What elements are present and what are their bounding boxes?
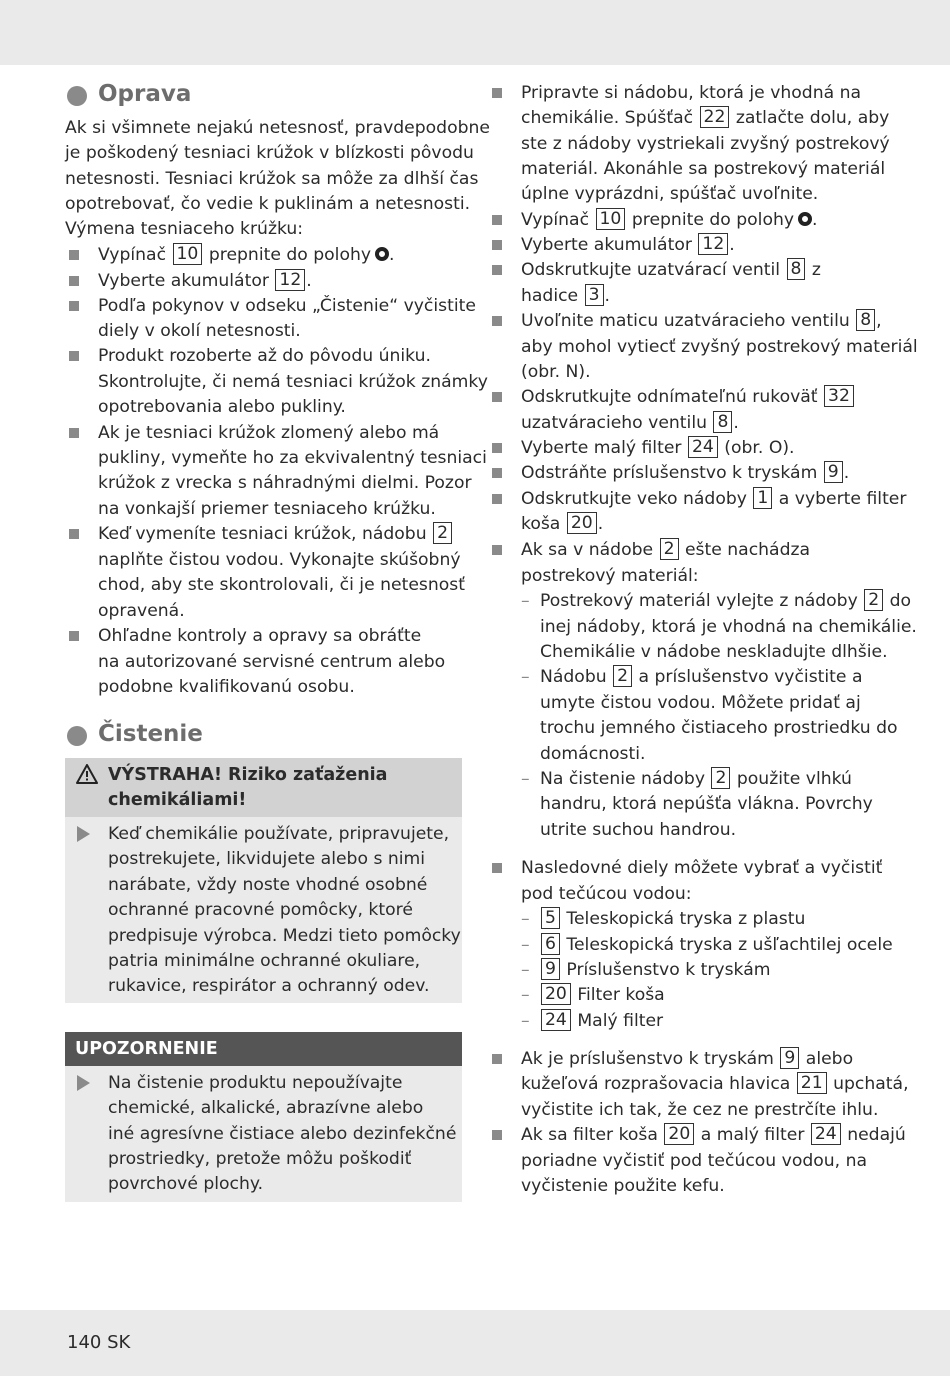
part-label: Filter koša [577,985,665,1005]
item-text: handru, ktorá nepúšťa vlákna. Povrchy [540,794,873,814]
notice-text: Na čistenie produktu nepoužívajte [108,1073,403,1093]
part-number: 22 [700,106,730,128]
item-text: Ak je tesniaci krúžok zlomený alebo má [98,423,440,443]
item-text: utrite suchou handrou. [540,820,737,840]
bullet-square-icon [492,1054,502,1064]
item-text: do [889,591,912,611]
part-label: Príslušenstvo k tryskám [566,960,771,980]
warning-title-line: chemikáliami! [108,790,247,810]
item-text: Ak sa v nádobe [521,540,654,560]
item-text: a malý filter [700,1125,805,1145]
item-text: Odskrutkujte uzatvárací ventil [521,260,781,280]
notice-text: iné agresívne čistiace alebo dezinfekčné [108,1124,457,1144]
item-text: upchatá, [833,1074,909,1094]
list-item [540,983,665,1008]
top-band [0,0,950,65]
list-item [521,1123,906,1148]
item-text: Skontrolujte, či nemá tesniaci krúžok známky [98,372,488,392]
part-number: 8 [856,309,875,331]
item-text: ste z nádoby vystriekali zvyšný postrekový [521,134,890,154]
list-item [540,1009,663,1034]
bullet-square-icon [69,301,79,311]
item-text: pukliny, vymeňte ho za ekvivalentný tesniaci [98,448,487,468]
bullet-square-icon [492,443,502,453]
list-item [98,522,453,547]
item-text: kužeľová rozprašovacia hlavica [521,1074,791,1094]
warning-text: patria minimálne ochranné okuliare, [108,951,421,971]
bullet-square-icon [69,529,79,539]
bullet-square-icon [492,863,502,873]
part-number: 24 [811,1123,841,1145]
part-number: 8 [787,258,806,280]
part-number: 3 [585,284,604,306]
section-bullet-icon [67,726,87,746]
item-text: koša [521,514,561,534]
intro-line: Výmena tesniaceho krúžku: [65,219,304,239]
bullet-square-icon [69,250,79,260]
list-item [521,538,810,563]
warning-header [65,758,462,817]
item-text: Vyberte akumulátor [521,235,692,255]
item-text: poriadne vyčistiť pod tečúcou vodou, na [521,1151,868,1171]
bullet-square-icon [492,88,502,98]
item-text: použite vlhkú [736,769,852,789]
notice-text: chemické, alkalické, abrazívne alebo [108,1098,424,1118]
item-text: Na čistenie nádoby [540,769,705,789]
part-number: 2 [660,538,679,560]
item-text: z [811,260,821,280]
dash-bullet: – [521,769,530,789]
item-text: a vyberte filter [778,489,907,509]
bullet-square-icon [69,276,79,286]
item-text: vyčistenie použite kefu. [521,1176,725,1196]
part-number: 2 [613,665,632,687]
item-text: Produkt rozoberte až do pôvodu úniku. [98,346,431,366]
item-text: chemikálie. Spúšťač [521,108,694,128]
intro-line: opotrebovať, čo vedie k puklinám a netesnosti. [65,194,471,214]
item-text: Ak sa filter koša [521,1125,658,1145]
item-text: uzatváracieho ventilu [521,413,707,433]
list-item [521,487,906,512]
part-number: 2 [433,522,452,544]
item-text: aby mohol vytiecť zvyšný postrekový materiál [521,337,918,357]
warning-box [65,758,462,1003]
list-item [540,958,770,983]
part-number: 32 [824,385,854,407]
warning-text: ochranné pracovné pomôcky, ktoré [108,900,413,920]
list-item: uzatváracieho ventilu 8 . [521,412,739,433]
list-item [540,665,862,690]
item-text: opravená. [98,601,185,621]
list-item: Vypínač 10 prepnite do polohy . [521,209,818,230]
bullet-square-icon [492,240,502,250]
part-number: 2 [711,767,730,789]
item-text: prepnite do polohy [208,245,372,265]
item-text: hadice [521,286,579,306]
warning-title [108,763,387,813]
list-item: Vyberte akumulátor 12 . [521,234,735,255]
bullet-square-icon [492,265,502,275]
item-text: materiál. Akonáhle sa postrekový materiál [521,159,886,179]
item-text: Odstráňte príslušenstvo k tryskám [521,463,818,483]
bullet-square-icon [492,1130,502,1140]
item-text: Keď vymeníte tesniaci krúžok, nádobu [98,524,427,544]
intro-line: je poškodený tesniaci krúžok v blízkosti pôvodu [65,143,474,163]
part-number: 9 [824,461,843,483]
item-text: na autorizované servisné centrum alebo [98,652,446,672]
item-text: krúžok z vrecka s náhradnými dielmi. Pozor [98,473,472,493]
bullet-square-icon [69,631,79,641]
item-text: Vyberte akumulátor [98,271,269,291]
item-text: vyčistite ich tak, že cez ne prestrčíte ihlu. [521,1100,879,1120]
item-text: Nasledovné diely môžete vybrať a vyčistiť [521,858,883,878]
part-label: Teleskopická tryska z plastu [566,909,806,929]
item-text: podobne kvalifikovanú osobu. [98,677,355,697]
arrow-right-icon [77,1075,90,1091]
item-text: domácnosti. [540,744,646,764]
part-number: 9 [780,1047,799,1069]
item-text: Vypínač [98,245,167,265]
list-item [521,258,821,283]
item-text: (obr. O). [724,438,795,458]
notice-header [65,1032,462,1066]
list-item: Vyberte akumulátor 12 . [98,270,312,291]
list-item [540,767,852,792]
warning-text: predpisuje výrobca. Medzi tieto pomôcky [108,926,461,946]
item-text: umyte čistou vodou. Môžete pridať aj [540,693,861,713]
bullet-square-icon [492,316,502,326]
part-label: Malý filter [577,1011,664,1031]
part-number: 10 [596,208,626,230]
part-number: 10 [173,243,203,265]
warning-text: narábate, vždy noste vhodné osobné [108,875,428,895]
heading-cistenie: Čistenie [98,721,203,747]
item-text: ešte nachádza [684,540,811,560]
item-text: opotrebovania alebo pukliny. [98,397,346,417]
list-item [521,1072,909,1097]
dash-bullet: – [521,909,530,929]
list-item [521,436,795,461]
part-number: 20 [541,983,571,1005]
notice-text: povrchové plochy. [108,1174,264,1194]
item-text: Odskrutkujte veko nádoby [521,489,747,509]
list-item: koša 20 . [521,513,604,534]
part-label: Teleskopická tryska z ušľachtilej ocele [566,935,893,955]
list-item: Vypínač 10 prepnite do polohy . [98,244,395,265]
warning-title-line: VÝSTRAHA! Riziko zaťaženia [108,765,388,785]
part-number: 12 [698,233,728,255]
item-text: Vyberte malý filter [521,438,682,458]
item-text: Vypínač [521,210,590,230]
dash-bullet: – [521,960,530,980]
part-number: 12 [275,269,305,291]
item-text: trochu jemného čistiaceho prostriedku do [540,718,898,738]
item-text: alebo [805,1049,854,1069]
list-item [540,907,805,932]
heading-oprava: Oprava [98,81,192,107]
bullet-square-icon [492,468,502,478]
item-text: Podľa pokynov v odseku „Čistenie“ vyčistite [98,296,476,316]
dash-bullet: – [521,985,530,1005]
off-position-icon [798,212,812,226]
part-number: 9 [541,958,560,980]
item-text: na vonkajší priemer tesniaceho krúžku. [98,499,436,519]
dash-bullet: – [521,935,530,955]
warning-text: Keď chemikálie používate, pripravujete, [108,824,450,844]
bottom-band [0,1310,950,1376]
item-text: úplne vyprázdni, spúšťač uvoľnite. [521,184,819,204]
dash-bullet: – [521,1011,530,1031]
bullet-square-icon [492,545,502,555]
part-number: 5 [541,907,560,929]
list-item: Odstráňte príslušenstvo k tryskám 9 . [521,462,850,483]
part-number: 20 [664,1123,694,1145]
item-text: naplňte čistou vodou. Vykonajte skúšobný [98,550,461,570]
item-text: Uvoľnite maticu uzatváracieho ventilu [521,311,850,331]
notice-box [65,1032,462,1202]
intro-line: netesnosti. Tesniaci krúžok sa môže za dlhší čas [65,169,479,189]
bullet-square-icon [492,215,502,225]
warning-text: rukavice, respirátor a ochranný odev. [108,976,430,996]
bullet-square-icon [69,428,79,438]
notice-title: UPOZORNENIE [75,1039,218,1059]
list-item [521,106,889,131]
item-text: Nádobu [540,667,607,687]
part-number: 8 [713,411,732,433]
page-number: 140 SK [67,1332,131,1353]
dash-bullet: – [521,667,530,687]
list-item: hadice 3 . [521,285,611,306]
item-text: prepnite do polohy [631,210,795,230]
item-text: zatlačte dolu, aby [735,108,890,128]
item-text: inej nádoby, ktorá je vhodná na chemikálie. [540,617,917,637]
item-text: pod tečúcou vodou: [521,884,692,904]
part-number: 6 [541,933,560,955]
warning-text: postrekujete, likvidujete alebo s nimi [108,849,426,869]
dash-bullet: – [521,591,530,611]
item-text: Ak je príslušenstvo k tryskám [521,1049,774,1069]
off-position-icon [375,247,389,261]
item-text: Postrekový materiál vylejte z nádoby [540,591,858,611]
part-number: 2 [864,589,883,611]
item-text: a príslušenstvo vyčistite a [638,667,863,687]
item-text: Odskrutkujte odnímateľnú rukoväť [521,387,818,407]
intro-line: Ak si všimnete nejakú netesnosť, pravdepodobne [65,118,490,138]
list-item [540,589,911,614]
item-text: postrekový materiál: [521,566,699,586]
bullet-square-icon [69,351,79,361]
bullet-square-icon [492,494,502,504]
item-text: chod, aby ste skontrolovali, či je netesnosť [98,575,465,595]
notice-text: prostriedky, pretože môžu poškodiť [108,1149,412,1169]
item-text: Ohľadne kontroly a opravy sa obráťte [98,626,422,646]
item-text: diely v okolí netesnosti. [98,321,301,341]
bullet-square-icon [492,392,502,402]
list-item: Uvoľnite maticu uzatváracieho ventilu 8 , [521,310,882,331]
section-bullet-icon [67,86,87,106]
list-item [540,933,893,958]
item-text: nedajú [847,1125,906,1145]
part-number: 21 [797,1072,827,1094]
warning-triangle-icon [76,764,98,784]
list-item [521,1047,853,1072]
part-number: 24 [541,1009,571,1031]
list-item [521,385,855,410]
part-number: 1 [753,487,772,509]
part-number: 20 [567,512,597,534]
arrow-right-icon [77,826,90,842]
item-text: Pripravte si nádobu, ktorá je vhodná na [521,83,862,103]
item-text: (obr. N). [521,362,591,382]
part-number: 24 [688,436,718,458]
item-text: Chemikálie v nádobe neskladujte dlhšie. [540,642,888,662]
